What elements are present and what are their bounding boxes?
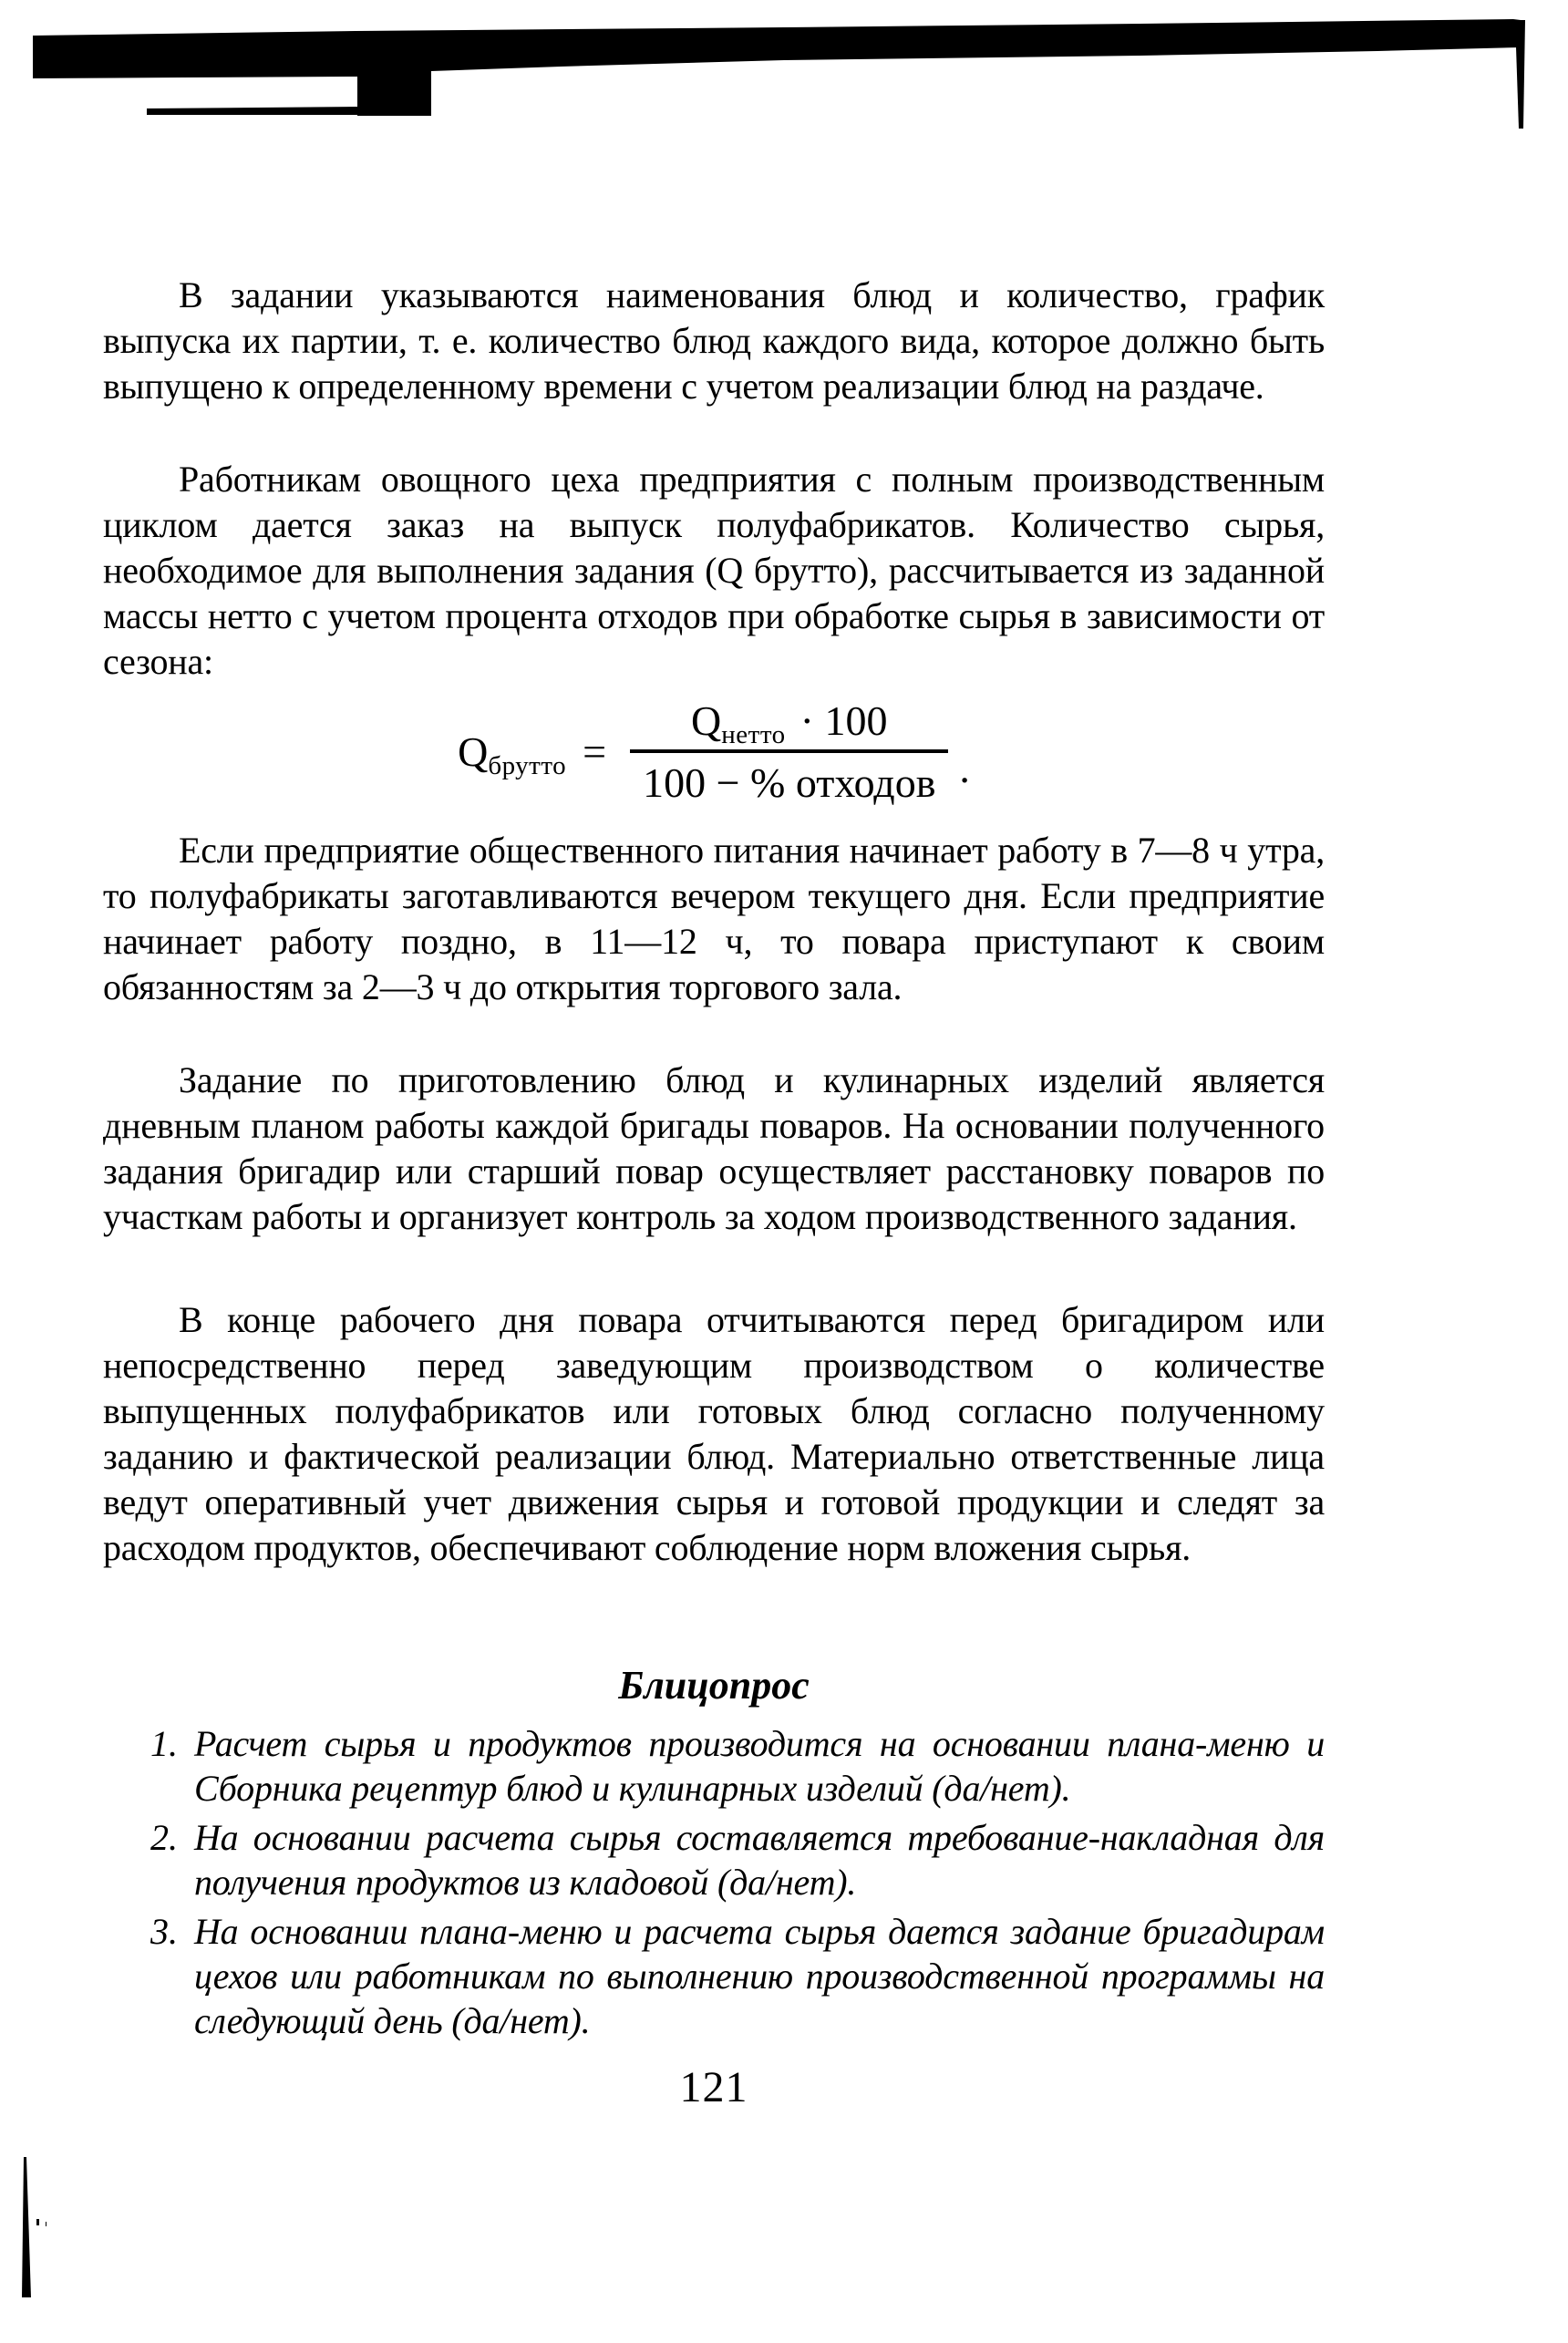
formula-fraction [630,697,948,806]
quiz-item-1 [150,1721,1325,1811]
quiz-item-2 [150,1815,1325,1904]
quiz-item-number: 2. [150,1817,178,1858]
scan-artifact-bottom-left [22,2157,31,2297]
quiz-item-number: 1. [150,1723,178,1764]
quiz-item-text: Расчет сырья и продуктов производится на основании плана-меню и Сборника рецептур блюд и кулинарных изделий (да/нет). [194,1723,1325,1809]
quiz-list [150,1721,1325,2048]
scan-artifact-underline [147,107,360,115]
formula-numerator-factor: · 100 [799,697,888,744]
formula-lhs-base: Q [458,728,489,775]
paragraph-4: Задание по приготовлению блюд и кулинарных изделий является дневным планом работы каждой бригады поваров. На основании полученного задания бригадир или старший повар осуществляет расстановку поваров по участкам работы и организует контроль за ходом производственного задания. [103,1059,1325,1237]
paragraph-5: В конце рабочего дня повара отчитываются перед бригадиром или непосредственно перед заведующим производством о количестве выпущенных полуфабрикатов или готовых блюд согласно полученному заданию и фактической реализации блюд. Материально ответственные лица ведут оперативный учет движения сырья и готовой продукции и следят за расходом продуктов, обеспечивают соблюдение норм вложения сырья. [103,1299,1325,1568]
page-number: 121 [679,2063,748,2111]
scan-artifact-edge-line [1515,20,1525,129]
quiz-item-3 [150,1909,1325,2043]
quiz-item-number: 3. [150,1911,178,1952]
scan-artifact-top [0,0,1568,182]
formula-period: . [959,745,970,791]
quiz-heading: Блицопрос [618,1663,810,1708]
scan-artifact-bottom-left-speck [36,2219,39,2225]
formula-q-brutto [103,697,1325,806]
paragraph-2: Работникам овощного цеха предприятия с полным производственным циклом дается заказ на выпуск полуфабрикатов. Количество сырья, необходимое для выполнения задания (Q брутто), рассчитывается из заданной массы нетто с учетом процента отходов при обработке сырья в зависимости от сезона: [103,459,1325,682]
formula-denominator: 100 − % отходов [643,759,936,806]
formula-equals-sign: = [583,728,607,775]
scan-artifact-bar [33,19,1521,116]
formula-numerator-subscript: нетто [721,719,786,749]
formula-numerator [673,697,905,749]
paragraph-3: Если предприятие общественного питания начинает работу в 7—8 ч утра, то полуфабрикаты заготавливаются вечером текущего дня. Если предприятие начинает работу поздно, в 11—12 ч, то повара приступают к своим обязанностям за 2—3 ч до открытия торгового зала. [103,830,1325,1007]
paragraph-1: В задании указываются наименования блюд и количество, график выпуска их партии, т. е. количество блюд каждого вида, которое должно быть выпущено к определенному времени с учетом реализации блюд на раздаче. [103,274,1325,407]
formula-numerator-base: Q [691,697,722,744]
quiz-item-text: На основании плана-меню и расчета сырья дается задание бригадирам цехов или работникам по выполнению производственной программы на следующий день (да/нет). [194,1911,1325,2041]
formula-lhs-subscript: брутто [488,750,567,780]
formula-lhs [458,728,567,780]
quiz-item-text: На основании расчета сырья составляется требование-накладная для получения продуктов из кладовой (да/нет). [194,1817,1325,1903]
